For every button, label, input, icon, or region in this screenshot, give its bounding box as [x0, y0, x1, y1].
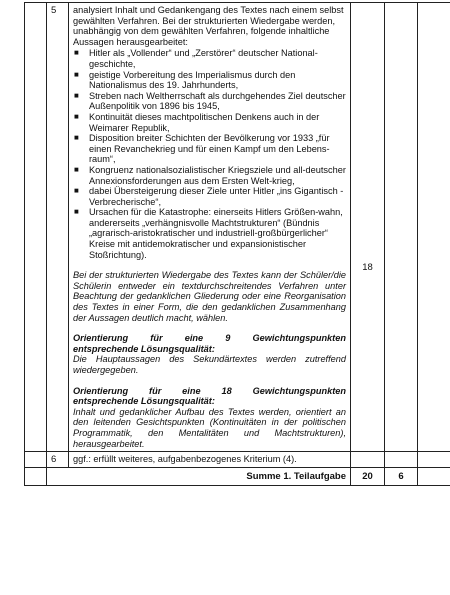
bullet-item: ■ dabei Übersteigerung dieser Ziele unter Hitler „ins Gigantisch - Verbrecherische“, — [73, 186, 346, 207]
max-points-cell — [351, 3, 385, 452]
empty-cell — [25, 467, 47, 485]
grading-table — [24, 2, 450, 486]
sum-second-value: 6 — [385, 467, 418, 485]
criterion-intro: analysiert Inhalt und Gedankengang des Textes nach einem selbst gewählten Verfahren. Bei der strukturierten Wiedergabe werden, unabhängig von dem gewählten Verfahren, folgende inhaltliche Aussagen herausgearbeitet: — [73, 5, 344, 47]
bullet-item: ■ Ursachen für die Katastrophe: einerseits Hitlers Größen-wahn, andererseits „verhängnisvolle Machtstrukturen“ (Bündnis „agrarisch-aristokratischer und industriell-großbürgerlicher“ Kreise mit antidemokratischer und expansionistischer Stoßrichtung). — [73, 207, 346, 260]
bullet-item: ■ Hitler als „Vollender“ und „Zerstörer“ deutscher National-geschichte, — [73, 48, 346, 69]
extra-cell — [418, 3, 450, 452]
extra-cell — [418, 467, 450, 485]
criterion-number: 6 — [47, 452, 69, 468]
orientation-18-block — [73, 386, 346, 450]
bullet-item: ■ Kongruenz nationalsozialistischer Kriegsziele und all-deutscher Annexionsforderungen aus dem Ersten Welt-krieg, — [73, 165, 346, 186]
bullet-item: ■ Streben nach Weltherrschaft als durchgehendes Ziel deutscher Außenpolitik von 1896 bis 1945, — [73, 91, 346, 112]
criterion-text: ggf.: erfüllt weiteres, aufgabenbezogenes Kriterium (4). — [69, 452, 351, 468]
criterion-text — [69, 3, 351, 452]
method-note: Bei der strukturierten Wiedergabe des Textes kann der Schüler/die Schülerin entweder ein textdurchschreitendes Verfahren unter Beachtung der gedanklichen Gliederung oder eine Reorganisation des Textes in einer Form, die den gedanklichen Zusammenhang der Aussagen deutlich macht, wählen. — [73, 270, 346, 323]
orientation-18-heading: Orientierung für eine 18 Gewichtungspunkten — [73, 385, 346, 396]
max-points-cell — [351, 452, 385, 468]
achieved-points-cell — [385, 452, 418, 468]
extra-cell — [418, 452, 450, 468]
bullet-item: ■ geistige Vorbereitung des Imperialismus durch den Nationalismus des 19. Jahrhunderts, — [73, 70, 346, 91]
orientation-9-heading-2: entsprechende Lösungsqualität: — [73, 343, 215, 354]
criterion-row-6 — [25, 452, 450, 468]
achieved-points-cell — [385, 3, 418, 452]
bullet-item: ■ Kontinuität dieses machtpolitischen Denkens auch in der Weimarer Republik, — [73, 112, 346, 133]
orientation-18-text: Inhalt und gedanklicher Aufbau des Textes werden, orientiert an den leitenden Gesichtspunkten (Kontinuitäten in der politischen Programmatik, den Mentalitäten und Machtstrukturen), herausgearbeitet. — [73, 406, 346, 449]
orientation-18-heading-2: entsprechende Lösungsqualität: — [73, 396, 215, 407]
sum-max-points: 20 — [351, 467, 385, 485]
criterion-number: 5 — [47, 3, 69, 452]
criterion-row-5 — [25, 3, 450, 452]
orientation-9-heading: Orientierung für eine 9 Gewichtungspunkten — [73, 333, 346, 344]
empty-cell — [25, 3, 47, 452]
max-points-value: 18 — [362, 262, 373, 273]
sum-row — [25, 467, 450, 485]
content-bullet-list — [73, 48, 346, 260]
sum-label: Summe 1. Teilaufgabe — [47, 467, 351, 485]
empty-cell — [25, 452, 47, 468]
orientation-9-block — [73, 333, 346, 375]
orientation-9-text: Die Hauptaussagen des Sekundärtextes werden zutreffend wiedergegeben. — [73, 354, 346, 375]
bullet-item: ■ Disposition breiter Schichten der Bevölkerung vor 1933 „für einen Revanchekrieg und für einen Kampf um den Lebens-raum“, — [73, 133, 346, 165]
